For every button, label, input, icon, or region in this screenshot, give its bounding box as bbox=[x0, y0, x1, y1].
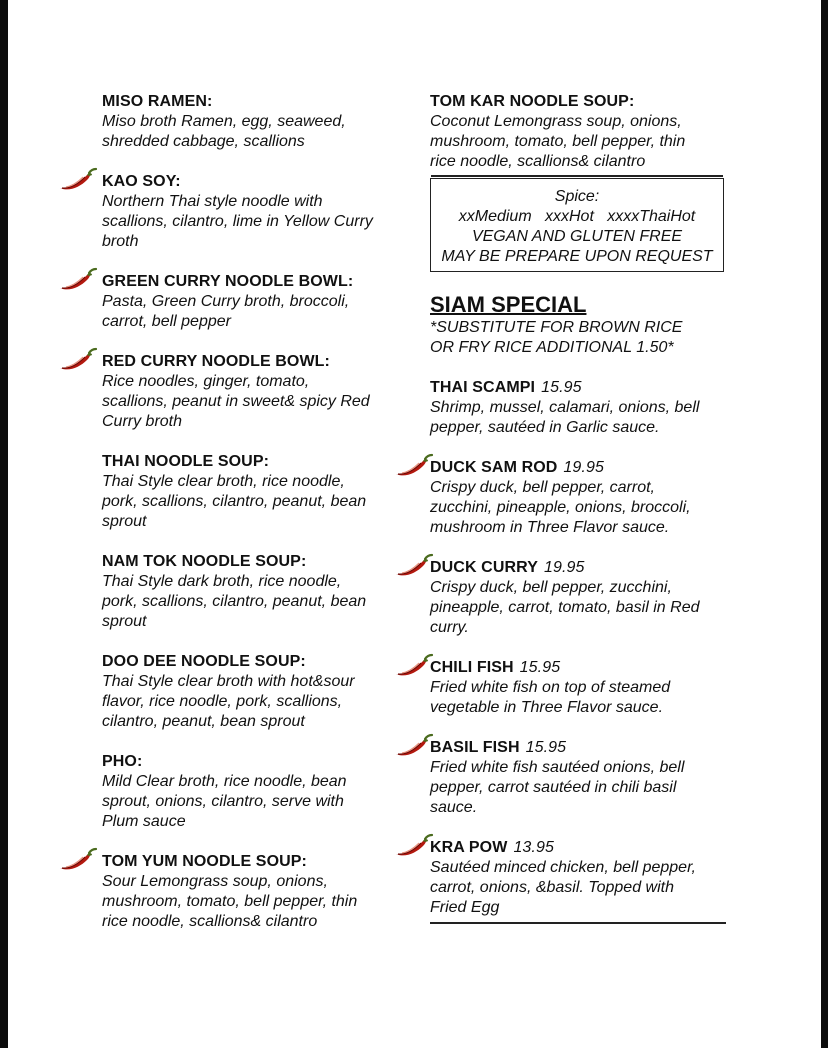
special-item-description bbox=[430, 478, 730, 538]
description-line: mushroom, tomato, bell pepper, thin bbox=[102, 893, 358, 910]
description-line: Thai Style clear broth, rice noodle, bbox=[102, 473, 345, 490]
vegan-note: VEGAN AND GLUTEN FREE bbox=[471, 228, 683, 245]
menu-item-description bbox=[102, 572, 402, 632]
menu-item-name: MISO RAMEN: bbox=[102, 93, 213, 110]
menu-item bbox=[102, 172, 402, 252]
special-item bbox=[430, 658, 730, 718]
special-item bbox=[430, 738, 730, 818]
description-line: Crispy duck, bell pepper, zucchini, bbox=[430, 579, 672, 596]
description-line: sprout, onions, cilantro, serve with bbox=[102, 793, 344, 810]
menu-item-name: RED CURRY NOODLE BOWL: bbox=[102, 353, 330, 370]
menu-item-description bbox=[102, 372, 402, 432]
description-line: vegetable in Three Flavor sauce. bbox=[430, 699, 664, 716]
special-item-name: KRA POW bbox=[430, 839, 508, 856]
menu-item-name: NAM TOK NOODLE SOUP: bbox=[102, 553, 307, 570]
left-menu-column bbox=[102, 92, 402, 952]
menu-item-name: PHO: bbox=[102, 753, 143, 770]
special-item-header bbox=[430, 738, 730, 758]
description-line: rice noodle, scallions& cilantro bbox=[102, 913, 318, 930]
description-line: sauce. bbox=[430, 799, 478, 816]
special-item-description bbox=[430, 678, 730, 718]
menu-item-description bbox=[102, 672, 402, 732]
description-line: Sour Lemongrass soup, onions, bbox=[102, 873, 328, 890]
chili-pepper-icon bbox=[56, 164, 98, 194]
siam-special-list bbox=[430, 378, 730, 918]
special-item bbox=[430, 458, 730, 538]
description-line: OR FRY RICE ADDITIONAL 1.50* bbox=[430, 339, 674, 356]
siam-special-title: SIAM SPECIAL bbox=[430, 292, 587, 317]
description-line: scallions, cilantro, lime in Yellow Curry bbox=[102, 213, 373, 230]
menu-item-description bbox=[430, 112, 730, 172]
menu-item-description bbox=[102, 112, 402, 152]
description-line: zucchini, pineapple, onions, broccoli, bbox=[430, 499, 691, 516]
special-item-price: 15.95 bbox=[519, 659, 561, 676]
description-line: mushroom, tomato, bell pepper, thin bbox=[430, 133, 686, 150]
right-dark-border bbox=[821, 0, 828, 1048]
description-line: Thai Style clear broth with hot&sour bbox=[102, 673, 355, 690]
special-item-name: CHILI FISH bbox=[430, 659, 514, 676]
siam-special-note bbox=[430, 318, 730, 358]
description-line: Crispy duck, bell pepper, carrot, bbox=[430, 479, 655, 496]
chili-pepper-icon bbox=[392, 830, 434, 860]
description-line: Plum sauce bbox=[102, 813, 186, 830]
menu-item-name: KAO SOY: bbox=[102, 173, 181, 190]
special-item bbox=[430, 558, 730, 638]
description-line: Northern Thai style noodle with bbox=[102, 193, 323, 210]
menu-item bbox=[102, 452, 402, 532]
description-line: pepper, sautéed in Garlic sauce. bbox=[430, 419, 660, 436]
description-line: Miso broth Ramen, egg, seaweed, bbox=[102, 113, 346, 130]
spice-box-top-rule bbox=[431, 175, 723, 177]
spice-legend-box bbox=[430, 178, 724, 272]
description-line: sprout bbox=[102, 513, 147, 530]
request-note: MAY BE PREPARE UPON REQUEST bbox=[441, 248, 713, 265]
description-line: mushroom in Three Flavor sauce. bbox=[430, 519, 670, 536]
special-item-header bbox=[430, 838, 730, 858]
menu-end-rule bbox=[430, 922, 726, 924]
menu-item bbox=[102, 92, 402, 152]
menu-item-description bbox=[102, 472, 402, 532]
special-item-header bbox=[430, 458, 730, 478]
menu-item-description bbox=[102, 192, 402, 252]
description-line: Coconut Lemongrass soup, onions, bbox=[430, 113, 682, 130]
chili-pepper-icon bbox=[392, 730, 434, 760]
special-item-description bbox=[430, 398, 730, 438]
description-line: Sautéed minced chicken, bell pepper, bbox=[430, 859, 696, 876]
special-item-price: 15.95 bbox=[525, 739, 567, 756]
description-line: carrot, bell pepper bbox=[102, 313, 231, 330]
description-line: Fried Egg bbox=[430, 899, 500, 916]
spice-levels: xxMedium xxxHot xxxxThaiHot bbox=[458, 208, 696, 225]
description-line: rice noodle, scallions& cilantro bbox=[430, 153, 646, 170]
menu-item-description bbox=[102, 872, 402, 932]
menu-item-name: TOM KAR NOODLE SOUP: bbox=[430, 93, 635, 110]
special-item-price: 15.95 bbox=[541, 379, 582, 396]
description-line: curry. bbox=[430, 619, 469, 636]
menu-item-name: DOO DEE NOODLE SOUP: bbox=[102, 653, 306, 670]
special-item-price: 19.95 bbox=[563, 459, 604, 476]
special-item-price: 13.95 bbox=[513, 839, 554, 856]
special-item-description bbox=[430, 758, 730, 818]
special-item-name: THAI SCAMPI bbox=[430, 379, 536, 396]
description-line: pineapple, carrot, tomato, basil in Red bbox=[430, 599, 700, 616]
chili-pepper-icon bbox=[392, 550, 434, 580]
special-item-description bbox=[430, 578, 730, 638]
description-line: Mild Clear broth, rice noodle, bean bbox=[102, 773, 347, 790]
description-line: scallions, peanut in sweet& spicy Red bbox=[102, 393, 370, 410]
menu-item bbox=[102, 852, 402, 932]
menu-item bbox=[102, 272, 402, 332]
menu-item bbox=[102, 352, 402, 432]
menu-item-description bbox=[102, 772, 402, 832]
left-dark-border bbox=[0, 0, 8, 1048]
description-line: Curry broth bbox=[102, 413, 183, 430]
chili-pepper-icon bbox=[392, 650, 434, 680]
menu-item-name: TOM YUM NOODLE SOUP: bbox=[102, 853, 307, 870]
chili-pepper-icon bbox=[56, 844, 98, 874]
description-line: Pasta, Green Curry broth, broccoli, bbox=[102, 293, 350, 310]
description-line: pepper, carrot sautéed in chili basil bbox=[430, 779, 677, 796]
special-item bbox=[430, 838, 730, 918]
right-menu-column bbox=[430, 92, 730, 924]
description-line: Fried white fish on top of steamed bbox=[430, 679, 671, 696]
description-line: carrot, onions, &basil. Topped with bbox=[430, 879, 674, 896]
description-line: Rice noodles, ginger, tomato, bbox=[102, 373, 310, 390]
special-item-price: 19.95 bbox=[543, 559, 585, 576]
spice-title: Spice: bbox=[554, 188, 600, 205]
menu-item-description bbox=[102, 292, 402, 332]
description-line: flavor, rice noodle, pork, scallions, bbox=[102, 693, 343, 710]
special-item-header bbox=[430, 558, 730, 578]
description-line: Thai Style dark broth, rice noodle, bbox=[102, 573, 342, 590]
special-item-name: DUCK SAM ROD bbox=[430, 459, 558, 476]
chili-pepper-icon bbox=[56, 264, 98, 294]
description-line: broth bbox=[102, 233, 139, 250]
description-line: shredded cabbage, scallions bbox=[102, 133, 305, 150]
menu-item bbox=[102, 752, 402, 832]
menu-item-tom-kar bbox=[430, 92, 730, 172]
special-item-description bbox=[430, 858, 730, 918]
description-line: pork, scallions, cilantro, peanut, bean bbox=[102, 593, 367, 610]
special-item bbox=[430, 378, 730, 438]
special-item-header bbox=[430, 378, 730, 398]
description-line: pork, scallions, cilantro, peanut, bean bbox=[102, 493, 367, 510]
special-item-header bbox=[430, 658, 730, 678]
chili-pepper-icon bbox=[392, 450, 434, 480]
special-item-name: DUCK CURRY bbox=[430, 559, 538, 576]
special-item-name: BASIL FISH bbox=[430, 739, 520, 756]
menu-item bbox=[102, 652, 402, 732]
description-line: *SUBSTITUTE FOR BROWN RICE bbox=[430, 319, 683, 336]
description-line: cilantro, peanut, bean sprout bbox=[102, 713, 305, 730]
chili-pepper-icon bbox=[56, 344, 98, 374]
description-line: Shrimp, mussel, calamari, onions, bell bbox=[430, 399, 700, 416]
description-line: Fried white fish sautéed onions, bell bbox=[430, 759, 685, 776]
menu-item bbox=[102, 552, 402, 632]
description-line: sprout bbox=[102, 613, 147, 630]
menu-item-name: THAI NOODLE SOUP: bbox=[102, 453, 270, 470]
menu-item-name: GREEN CURRY NOODLE BOWL: bbox=[102, 273, 354, 290]
